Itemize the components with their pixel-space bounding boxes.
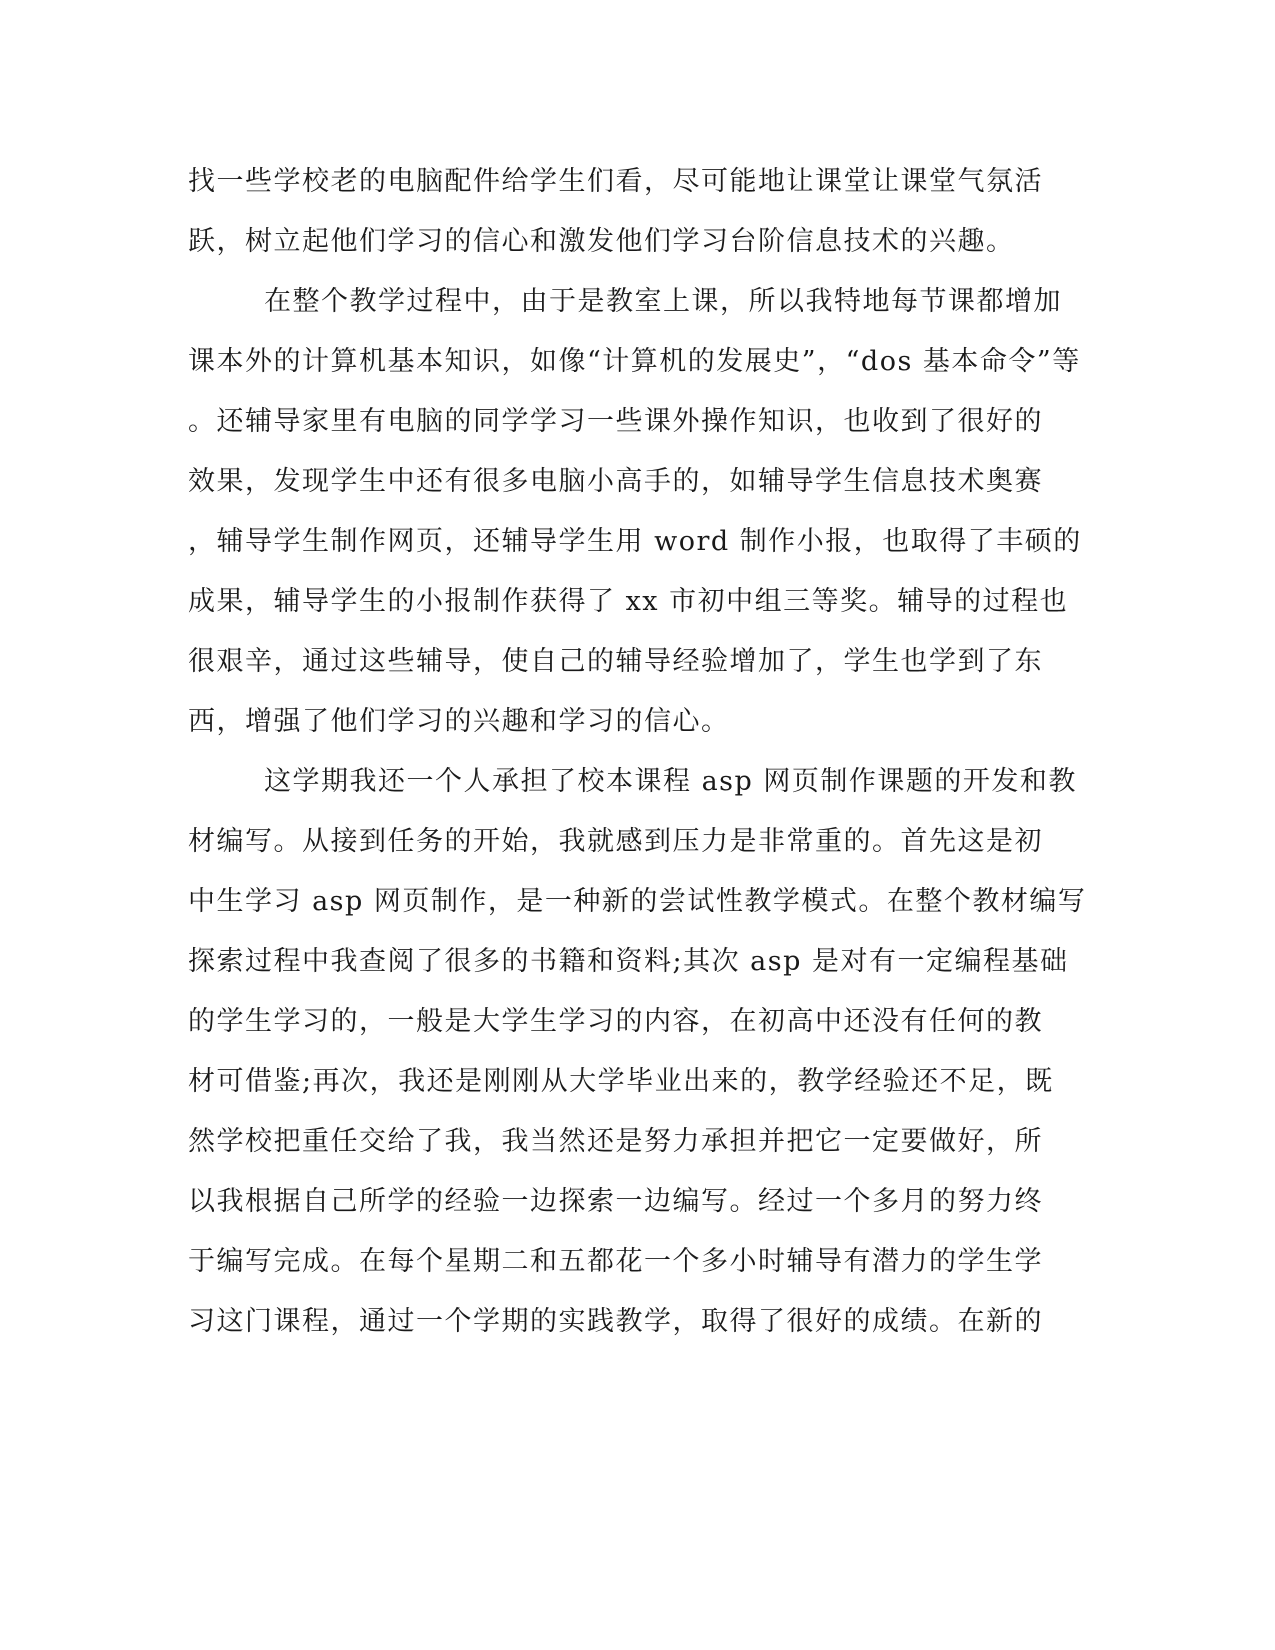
text-line: 成果，辅导学生的小报制作获得了 xx 市初中组三等奖。辅导的过程也 (188, 586, 1069, 617)
body-text (188, 152, 1088, 1352)
text-line: 然学校把重任交给了我，我当然还是努力承担并把它一定要做好，所 (188, 1126, 1043, 1157)
text-line: 跃，树立起他们学习的信心和激发他们学习台阶信息技术的兴趣。 (188, 226, 1015, 257)
text-line: 西，增强了他们学习的兴趣和学习的信心。 (188, 706, 730, 737)
text-line: 中生学习 asp 网页制作，是一种新的尝试性教学模式。在整个教材编写 (188, 886, 1087, 917)
text-line: 在整个教学过程中，由于是教室上课，所以我特地每节课都增加 (264, 286, 1062, 317)
text-line: 很艰辛，通过这些辅导，使自己的辅导经验增加了，学生也学到了东 (188, 646, 1043, 677)
text-line: ，辅导学生制作网页，还辅导学生用 word 制作小报，也取得了丰硕的 (188, 526, 1082, 557)
text-line: 于编写完成。在每个星期二和五都花一个多小时辅导有潜力的学生学 (188, 1246, 1043, 1277)
text-line: 习这门课程，通过一个学期的实践教学，取得了很好的成绩。在新的 (188, 1306, 1043, 1337)
text-line: 效果，发现学生中还有很多电脑小高手的，如辅导学生信息技术奥赛 (188, 466, 1043, 497)
text-line: 的学生学习的，一般是大学生学习的内容，在初高中还没有任何的教 (188, 1006, 1043, 1037)
text-line: 课本外的计算机基本知识，如像“计算机的发展史”，“dos 基本命令”等 (188, 346, 1081, 377)
text-line: 找一些学校老的电脑配件给学生们看，尽可能地让课堂让课堂气氛活 (188, 166, 1043, 197)
text-line: 以我根据自己所学的经验一边探索一边编写。经过一个多月的努力终 (188, 1186, 1043, 1217)
text-line: 这学期我还一个人承担了校本课程 asp 网页制作课题的开发和教 (264, 766, 1077, 797)
text-line: 。还辅导家里有电脑的同学学习一些课外操作知识，也收到了很好的 (188, 406, 1043, 437)
text-line: 材编写。从接到任务的开始，我就感到压力是非常重的。首先这是初 (188, 826, 1043, 857)
text-line: 材可借鉴;再次，我还是刚刚从大学毕业出来的，教学经验还不足，既 (188, 1066, 1054, 1097)
text-line: 探索过程中我查阅了很多的书籍和资料;其次 asp 是对有一定编程基础 (188, 946, 1069, 977)
